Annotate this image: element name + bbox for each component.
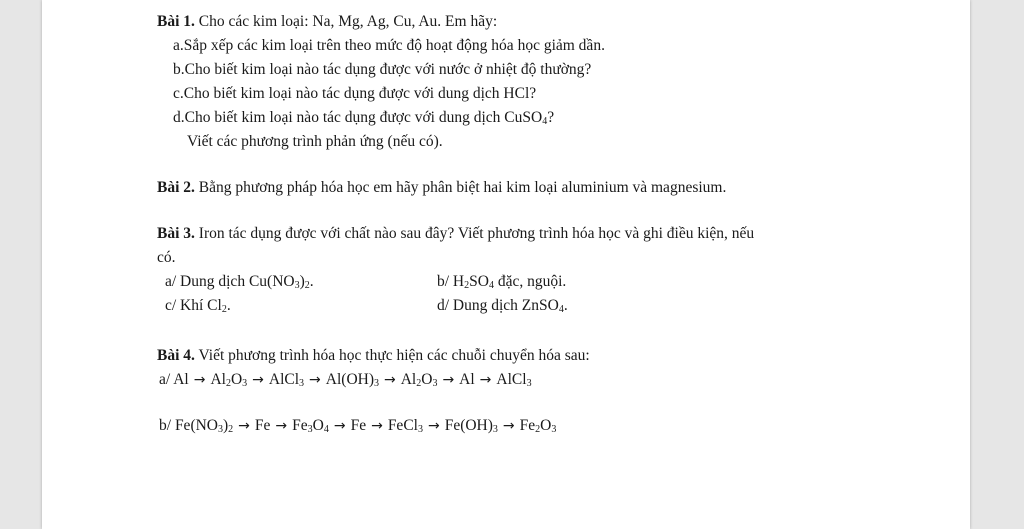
chain-a-prefix: a/ — [159, 371, 174, 388]
arrow-icon: → — [502, 418, 515, 434]
bai3-options-row-1 — [157, 270, 877, 294]
bai4-chain-a — [157, 368, 877, 392]
bai1-label: Bài 1. — [157, 13, 195, 30]
bai4-chain-b — [157, 414, 877, 438]
arrow-icon: → — [309, 372, 321, 388]
chain-b-formula: $Fe(OH)_3$ — [444, 417, 498, 435]
chain-b-prefix: b/ — [159, 417, 175, 434]
bai3-continuation: có. — [157, 249, 176, 266]
chain-a-formula: AlCl$_3$ — [268, 371, 305, 389]
bai3-option-b: b/ $H_2SO_4$ đặc, nguội. — [437, 273, 567, 291]
bai1-item-a: a.Sắp xếp các kim loại trên theo mức độ hoạt động hóa học giảm dần. — [173, 37, 605, 54]
chain-a-formula: Al — [173, 371, 189, 388]
chain-b-formula: Fe — [254, 417, 271, 434]
bai4-heading — [157, 344, 877, 368]
bai1-text: Cho các kim loại: Na, Mg, Ag, Cu, Au. Em hãy: — [194, 13, 498, 30]
document-content — [157, 10, 877, 438]
bai1-item-d-end: ? — [547, 109, 555, 126]
bai1-instruction: Viết các phương trình phản ứng (nếu có). — [187, 133, 443, 150]
bai1-item-b: b.Cho biết kim loại nào tác dụng được với nước ở nhiệt độ thường? — [173, 61, 592, 78]
chain-b-formula: FeCl$_3$ — [387, 417, 423, 435]
bai1-heading — [157, 10, 877, 34]
bai3-options-row-2 — [157, 294, 877, 318]
bai1-item-d — [157, 106, 877, 130]
bai3-option-c: c/ Khí $Cl_2$. — [165, 297, 231, 315]
bai4-label: Bài 4. — [157, 347, 195, 364]
chain-b-formula: Fe — [350, 417, 367, 434]
chain-a-formula: AlCl$_3$ — [496, 371, 532, 389]
bai3-heading — [157, 222, 877, 246]
bai1-item-c: c.Cho biết kim loại nào tác dụng được với dung dịch HCl? — [173, 85, 537, 102]
arrow-icon: → — [384, 372, 396, 388]
bai1-item-d-text: d.Cho biết kim loại nào tác dụng được với dung dịch CuSO — [173, 109, 543, 126]
chain-a-formula: $Al_2O_3$ — [400, 371, 438, 389]
arrow-icon: → — [427, 418, 440, 434]
chain-b-formula: $Fe(NO_3)_2$ — [174, 417, 234, 435]
spacer — [157, 154, 877, 176]
arrow-icon: → — [252, 372, 264, 388]
chain-b-formula: $Fe_2O_3$ — [519, 417, 557, 435]
chain-a-formula: $Al_2O_3$ — [210, 371, 248, 389]
bai1-item-d-sub: 4 — [542, 116, 548, 127]
bai2-heading — [157, 176, 877, 200]
bai2-label: Bài 2. — [157, 179, 195, 196]
bai3-text: Iron tác dụng được với chất nào sau đây? Viết phương trình hóa học và ghi điều kiện, nếu — [194, 225, 755, 242]
bai3-option-a: a/ Dung dịch $Cu(NO_3)_2$. — [165, 273, 314, 291]
arrow-icon: → — [442, 372, 455, 388]
arrow-icon: → — [371, 418, 383, 434]
spacer — [157, 392, 877, 414]
arrow-icon: → — [193, 372, 206, 388]
document-page — [42, 0, 970, 529]
arrow-icon: → — [479, 372, 492, 388]
spacer — [157, 318, 877, 344]
bai3-label: Bài 3. — [157, 225, 195, 242]
arrow-icon: → — [238, 418, 250, 434]
chain-a-formula: Al — [459, 371, 475, 388]
arrow-icon: → — [275, 418, 288, 434]
bai2-text: Bằng phương pháp hóa học em hãy phân biệt hai kim loại aluminium và magnesium. — [194, 179, 727, 196]
arrow-icon: → — [333, 418, 346, 434]
chain-b-formula: $Fe_3O_4$ — [292, 417, 329, 435]
bai3-option-d: d/ Dung dịch ZnSO$_4$. — [437, 297, 568, 315]
bai4-text: Viết phương trình hóa học thực hiện các chuỗi chuyển hóa sau: — [194, 347, 590, 364]
spacer — [157, 200, 877, 222]
chain-a-formula: $Al(OH)_3$ — [325, 371, 379, 389]
